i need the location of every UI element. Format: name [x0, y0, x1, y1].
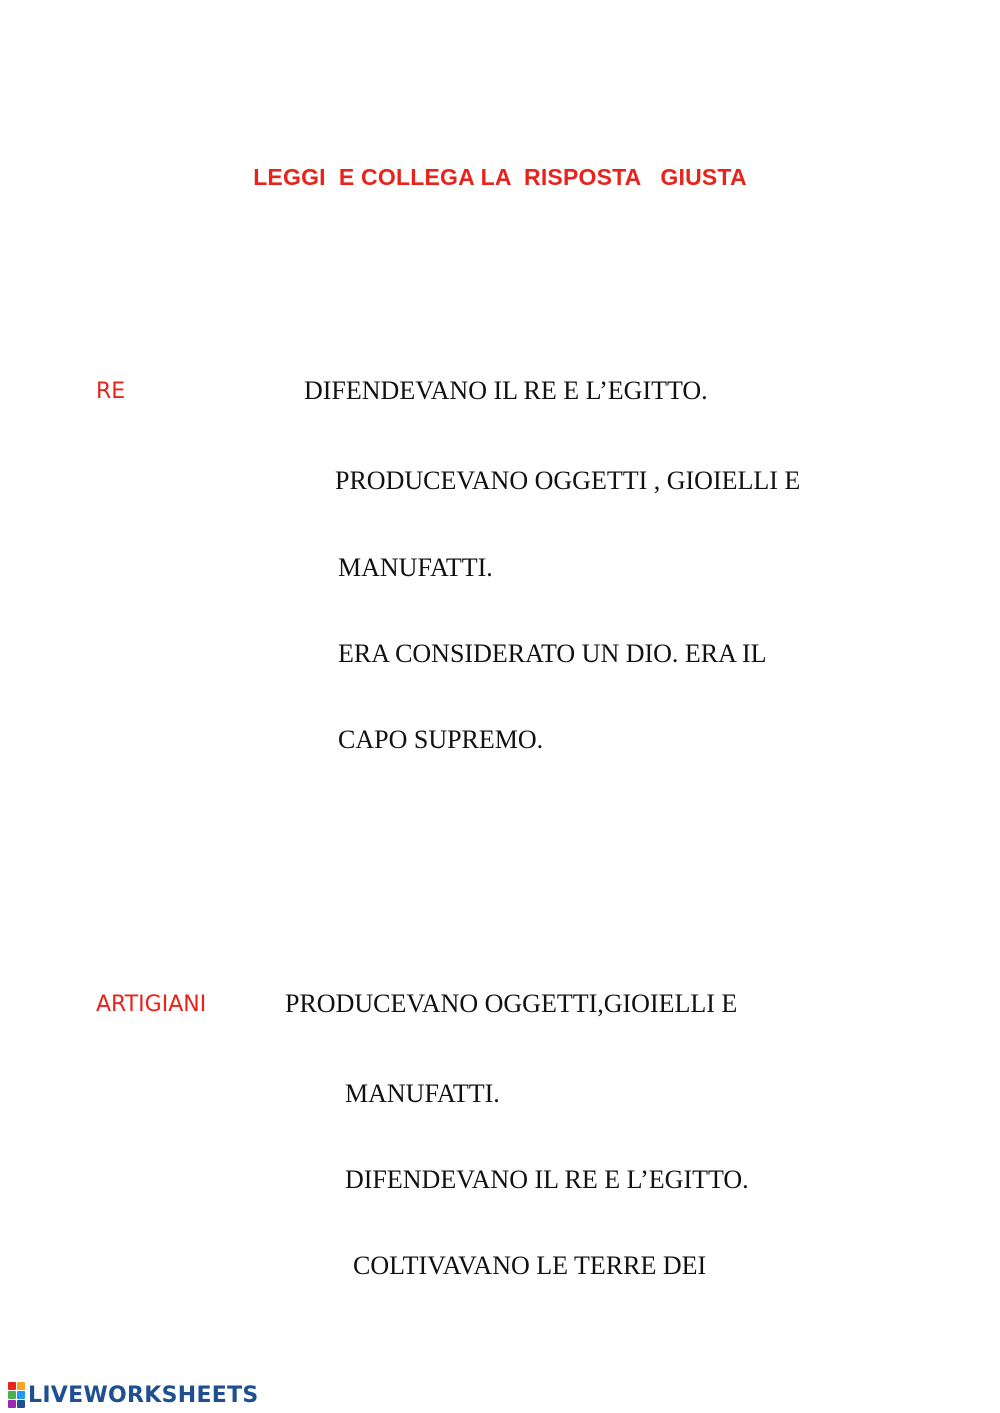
answer-option[interactable]: DIFENDEVANO IL RE E L’EGITTO. — [304, 376, 708, 405]
answer-option[interactable]: MANUFATTI. — [338, 553, 493, 582]
brand-name: LIVEWORKSHEETS — [28, 1382, 259, 1408]
footer-branding — [8, 1382, 259, 1408]
liveworksheets-logo-icon — [8, 1382, 25, 1408]
page-title: LEGGI E COLLEGA LA RISPOSTA GIUSTA — [253, 164, 747, 190]
answer-option[interactable]: PRODUCEVANO OGGETTI,GIOIELLI E — [285, 989, 738, 1018]
answer-option[interactable]: COLTIVAVANO LE TERRE DEI — [353, 1251, 707, 1280]
term-label-artigiani[interactable]: ARTIGIANI — [96, 992, 207, 1017]
answer-option[interactable]: ERA CONSIDERATO UN DIO. ERA IL — [338, 639, 767, 668]
term-label-re[interactable]: RE — [96, 379, 126, 404]
answer-option[interactable]: PRODUCEVANO OGGETTI , GIOIELLI E — [335, 466, 801, 495]
answer-option[interactable]: CAPO SUPREMO. — [338, 725, 544, 754]
answer-option[interactable]: DIFENDEVANO IL RE E L’EGITTO. — [345, 1165, 749, 1194]
answer-option[interactable]: MANUFATTI. — [345, 1079, 500, 1108]
